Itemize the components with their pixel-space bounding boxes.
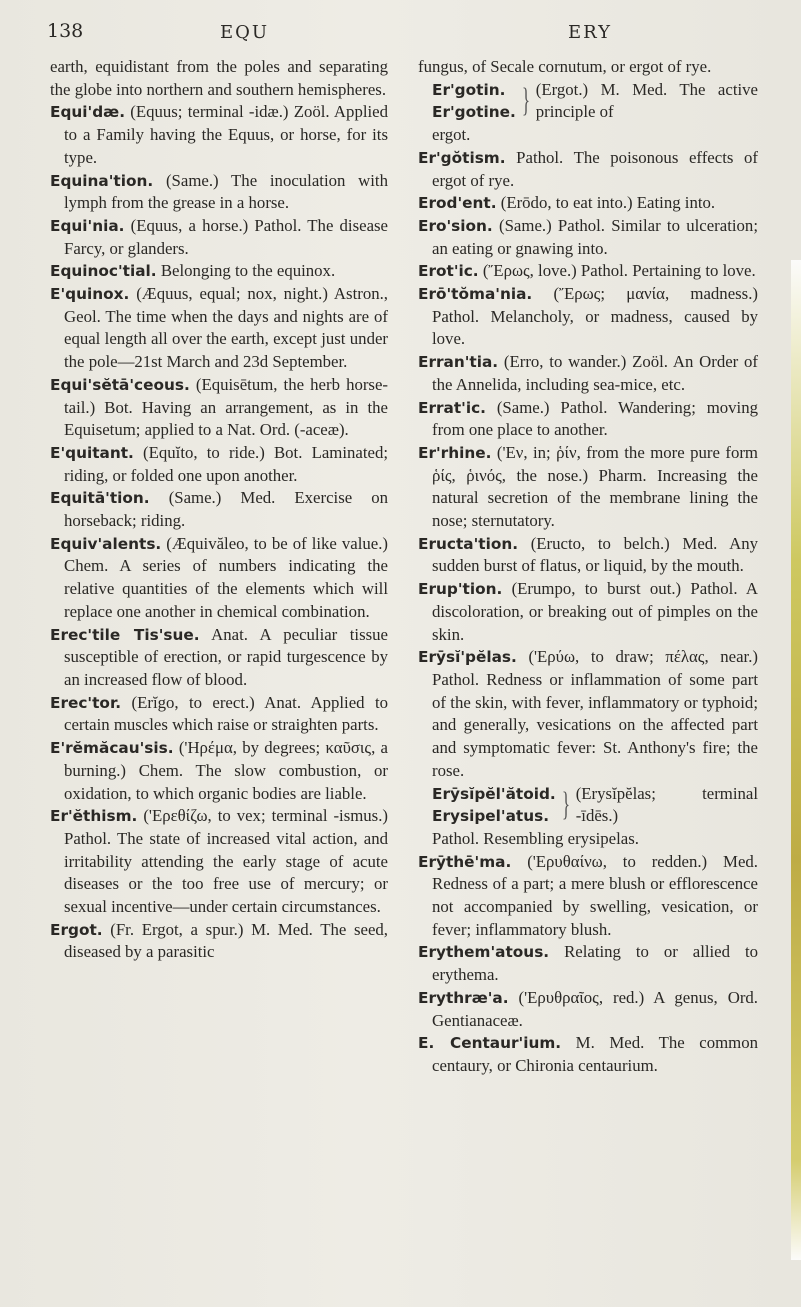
dictionary-entry bbox=[50, 260, 388, 283]
entry-definition: Belonging to the equinox. bbox=[160, 261, 336, 281]
dictionary-entry bbox=[418, 1032, 758, 1077]
dictionary-entry bbox=[418, 442, 758, 533]
dictionary-entry bbox=[418, 533, 758, 578]
entry-headword: Er'gotin. bbox=[432, 80, 506, 99]
entry-headword: E'quitant. bbox=[50, 443, 134, 462]
entry-definition: ('Ερυθαίνω, to redden.) Med. Redness of a part; a mere blush or efflorescence not accompanied by swelling, vesication, or fever; inflammatory blush. bbox=[432, 851, 758, 939]
entry-definition: (Erōdo, to eat into.) Eating into. bbox=[500, 193, 716, 213]
entry-definition: (Equus; terminal -idæ.) Zoöl. Applied to a Family having the Equus, or horse, for its type. bbox=[64, 102, 388, 167]
dictionary-entry bbox=[50, 56, 388, 101]
entry-headword: Erȳsĭ'pĕlas. bbox=[418, 648, 517, 667]
entry-headword: Equi'sĕtā'ceous. bbox=[50, 375, 190, 394]
brace-glyph: } bbox=[561, 786, 570, 824]
entry-definition: (Same.) Pathol. Similar to ulceration; an eating or gnawing into. bbox=[432, 215, 758, 258]
entry-headword: Equi'dæ. bbox=[50, 103, 126, 122]
entry-headword: E'rĕmăcau'sis. bbox=[50, 739, 174, 758]
entry-headword: Erythem'atous. bbox=[418, 943, 550, 962]
dictionary-entry bbox=[50, 442, 388, 487]
entry-definition: fungus, of Secale cornutum, or ergot of rye. bbox=[418, 57, 712, 76]
entry-definition: (Erro, to wander.) Zoöl. An Order of the Annelida, including sea-mice, etc. bbox=[432, 352, 759, 394]
entry-definition: ('Ερεθίζω, to vex; terminal -ismus.) Pathol. The state of increased vital action, and irritability attending the early stage of acute diseases or the too free use of mercury; or sexual incentive—under certain circumstances. bbox=[64, 806, 388, 917]
entry-definition: ('Ερυθραῖος, red.) A genus, Ord. Gentianaceæ. bbox=[432, 987, 758, 1030]
entry-headword: Equitā'tion. bbox=[50, 489, 150, 508]
page-edge-decoration bbox=[791, 260, 801, 1260]
entry-headword: Equina'tion. bbox=[50, 171, 154, 190]
entry-headword: Erod'ent. bbox=[418, 194, 497, 213]
entry-definition: ('Ερύω, to draw; πέλας, near.) Pathol. Redness or inflammation of some part of the skin, with fever, inflammatory or typhoid; and generally, vesications on the affected part and symptomatic fever: St. Anthony's fire; the rose. bbox=[432, 647, 758, 780]
entry-headword: Erup'tion. bbox=[418, 580, 503, 599]
dictionary-entry bbox=[418, 260, 758, 283]
entry-headword: Equi'nia. bbox=[50, 216, 125, 235]
entry-definition: (Erumpo, to burst out.) Pathol. A discoloration, or breaking out of pimples on the skin. bbox=[432, 579, 758, 644]
entry-headword: Erec'tile Tis'sue. bbox=[50, 625, 200, 644]
entry-headword: Er'ĕthism. bbox=[50, 807, 138, 826]
entry-definition: (Ergot.) M. Med. The active principle of bbox=[535, 79, 758, 122]
dictionary-entry bbox=[418, 941, 758, 986]
entry-definition: M. Med. The common centaury, or Chironia centaurium. bbox=[432, 1033, 758, 1075]
entry-definition: (Equĭto, to ride.) Bot. Laminated; riding, or folded one upon another. bbox=[64, 442, 388, 485]
entry-definition: (Ἔρως, love.) Pathol. Pertaining to love. bbox=[482, 261, 756, 281]
dictionary-entry bbox=[418, 851, 758, 942]
entry-definition: earth, equidistant from the poles and separating the globe into northern and southern hemispheres. bbox=[50, 57, 388, 99]
paired-headwords bbox=[432, 783, 758, 828]
dictionary-entry bbox=[418, 646, 758, 782]
entry-definition: (Erysĭpĕlas; terminal -īdēs.) bbox=[575, 783, 758, 826]
entry-headword: Erȳthē'ma. bbox=[418, 852, 512, 871]
entry-definition: Relating to or allied to erythema. bbox=[432, 942, 758, 985]
entry-headword: Ero'sion. bbox=[418, 216, 493, 235]
page-header bbox=[0, 20, 801, 50]
entry-headword: Equinoc'tial. bbox=[50, 262, 157, 281]
entry-definition: (Same.) The inoculation with lymph from the grease in a horse. bbox=[64, 170, 388, 213]
entry-definition: (Æquus, equal; nox, night.) Astron., Geol. The time when the days and nights are of equal length all over the earth, except just under the pole—21st March and 23d September. bbox=[64, 284, 388, 372]
running-head-left: EQU bbox=[220, 22, 270, 43]
dictionary-entry bbox=[418, 987, 758, 1032]
dictionary-entry bbox=[50, 805, 388, 919]
dictionary-entry bbox=[50, 170, 388, 215]
dictionary-entry bbox=[418, 192, 758, 215]
dictionary-entry bbox=[418, 397, 758, 442]
entry-headword: E. Centaur'ium. bbox=[418, 1034, 562, 1053]
dictionary-entry bbox=[50, 101, 388, 169]
paired-headwords bbox=[432, 79, 758, 124]
dictionary-entry bbox=[50, 737, 388, 805]
dictionary-entry bbox=[50, 283, 388, 374]
dictionary-entry bbox=[418, 56, 758, 79]
entry-headword: Erō'tŏma'nia. bbox=[418, 285, 533, 304]
dictionary-entry bbox=[418, 147, 758, 192]
entry-headword: Eructa'tion. bbox=[418, 534, 519, 553]
entry-headword: Er'rhine. bbox=[418, 443, 492, 462]
entry-headword: Er'gotine. bbox=[432, 103, 516, 122]
entry-definition: (Eructo, to belch.) Med. Any sudden burst of flatus, or liquid, by the mouth. bbox=[432, 533, 758, 576]
entry-definition-continued: Pathol. Resembling erysipelas. bbox=[432, 828, 639, 848]
dictionary-entry bbox=[418, 215, 758, 260]
entry-definition: ('Εν, in; ῥίν, from the more pure form ῥίς, ῥινός, the nose.) Pharm. Increasing the natural secretion of the membrane lining the nose; sternutatory. bbox=[432, 442, 758, 531]
entry-headword: Errat'ic. bbox=[418, 398, 486, 417]
left-column bbox=[50, 56, 388, 964]
entry-definition: Pathol. The poisonous effects of ergot of rye. bbox=[432, 147, 758, 190]
entry-definition: (Fr. Ergot, a spur.) M. Med. The seed, diseased by a parasitic bbox=[64, 919, 388, 962]
entry-headword: E'quinox. bbox=[50, 285, 130, 304]
entry-definition: (Same.) Med. Exercise on horseback; riding. bbox=[64, 488, 388, 531]
dictionary-entry bbox=[50, 374, 388, 442]
entry-definition: Anat. A peculiar tissue susceptible of erection, or rapid turgescence by an increased flow of blood. bbox=[64, 624, 388, 689]
entry-definition: (Erĭgo, to erect.) Anat. Applied to certain muscles which raise or straighten parts. bbox=[64, 692, 388, 735]
dictionary-entry bbox=[50, 692, 388, 737]
entry-headword: Erran'tia. bbox=[418, 353, 499, 372]
running-head-right: ERY bbox=[568, 22, 613, 43]
page-number: 138 bbox=[47, 20, 84, 42]
entry-headword: Equiv'alents. bbox=[50, 534, 162, 553]
dictionary-entry bbox=[418, 283, 758, 351]
dictionary-entry bbox=[50, 533, 388, 624]
dictionary-entry bbox=[418, 783, 758, 851]
dictionary-entry bbox=[418, 79, 758, 147]
entry-headword: Erec'tor. bbox=[50, 693, 122, 712]
entry-definition: (Equisētum, the herb horse-tail.) Bot. Having an arrangement, as in the Equisetum; applied to a Nat. Ord. (-aceæ). bbox=[64, 374, 389, 440]
entry-definition: (Same.) Pathol. Wandering; moving from one place to another. bbox=[432, 397, 758, 440]
entry-headword: Ergot. bbox=[50, 920, 103, 939]
entry-definition: (Equus, a horse.) Pathol. The disease Farcy, or glanders. bbox=[64, 215, 389, 258]
brace-glyph: } bbox=[521, 82, 530, 120]
entry-definition: (Ἔρως; μανία, madness.) Pathol. Melancholy, or madness, caused by love. bbox=[432, 284, 758, 349]
entry-headword: Erȳsĭpĕl'ătoid. bbox=[432, 784, 556, 803]
entry-definition: (Æquivăleo, to be of like value.) Chem. A series of numbers indicating the relative quantities of the elements which will replace one another in chemical combination. bbox=[64, 533, 388, 621]
entry-headword: Erythræ'a. bbox=[418, 988, 509, 1007]
dictionary-entry bbox=[418, 351, 758, 396]
entry-definition-continued: ergot. bbox=[432, 125, 471, 145]
dictionary-entry bbox=[50, 215, 388, 260]
entry-headword: Erot'ic. bbox=[418, 262, 479, 281]
entry-definition: ('Ηρέμα, by degrees; καῦσις, a burning.) Chem. The slow combustion, or oxidation, to which organic bodies are liable. bbox=[64, 738, 388, 803]
right-column bbox=[418, 56, 758, 1078]
dictionary-entry bbox=[50, 919, 388, 964]
entry-headword: Erysipel'atus. bbox=[432, 807, 550, 826]
dictionary-entry bbox=[50, 624, 388, 692]
dictionary-entry bbox=[50, 487, 388, 532]
dictionary-entry bbox=[418, 578, 758, 646]
entry-headword: Er'gŏtism. bbox=[418, 148, 506, 167]
